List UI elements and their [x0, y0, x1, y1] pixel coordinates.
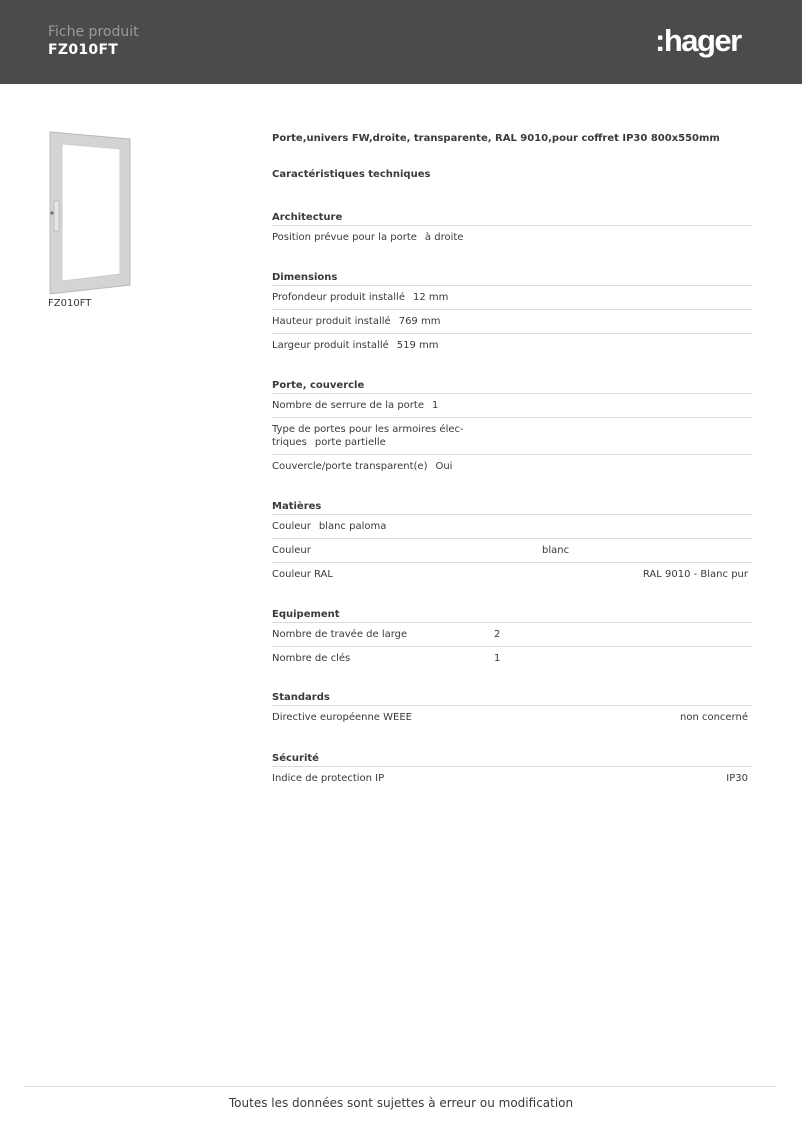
- spec-row: [272, 226, 752, 249]
- spec-label: Largeur produit installé: [272, 340, 389, 351]
- spec-label: Couleur: [272, 545, 311, 556]
- spec-label-line1: Type de portes pour les armoires élec-: [272, 424, 464, 435]
- spec-label: Couleur RAL: [272, 569, 333, 580]
- section-standards: [272, 690, 752, 729]
- spec-row: [272, 767, 752, 790]
- spec-row: [272, 310, 752, 334]
- spec-row: [272, 394, 752, 418]
- spec-value: 519 mm: [396, 340, 439, 351]
- section-security: [272, 751, 752, 790]
- spec-label: Indice de protection IP: [272, 773, 385, 784]
- product-image-caption: FZ010FT: [48, 298, 92, 309]
- section-dimensions: [272, 270, 752, 357]
- spec-row: [272, 563, 752, 586]
- section-title: Dimensions: [272, 270, 752, 286]
- header-subtitle: Fiche produit: [48, 24, 139, 40]
- spec-row: [272, 539, 752, 563]
- spec-value: à droite: [424, 232, 464, 243]
- product-title: Porte,univers FW,droite, transparente, RAL 9010,pour coffret IP30 800x550mm: [272, 133, 720, 144]
- spec-value: RAL 9010 - Blanc pur: [642, 569, 748, 580]
- spec-label-line2: triques: [272, 437, 307, 448]
- header-product-code: FZ010FT: [48, 42, 119, 58]
- section-materials: [272, 499, 752, 586]
- section-equipment: [272, 607, 752, 670]
- spec-value: 1: [431, 400, 439, 411]
- spec-label: Couleur: [272, 521, 311, 532]
- spec-value: blanc paloma: [318, 521, 387, 532]
- spec-row: [272, 455, 752, 478]
- spec-label: Directive européenne WEEE: [272, 712, 412, 723]
- spec-value: 2: [494, 629, 501, 640]
- spec-label: Profondeur produit installé: [272, 292, 405, 303]
- section-title: Porte, couvercle: [272, 378, 752, 394]
- section-title: Architecture: [272, 210, 752, 226]
- spec-label: Nombre de travée de large: [272, 629, 408, 640]
- page-header: [0, 0, 802, 84]
- spec-value: Oui: [435, 461, 453, 472]
- section-door-cover: [272, 378, 752, 478]
- footer-divider: [24, 1086, 776, 1087]
- spec-label: Nombre de clés: [272, 653, 351, 664]
- section-title: Equipement: [272, 607, 752, 623]
- section-title: Matières: [272, 499, 752, 515]
- spec-label: Couvercle/porte transparent(e): [272, 461, 428, 472]
- spec-row: [272, 334, 752, 357]
- spec-value: non concerné: [679, 712, 748, 723]
- door-panel-image: [48, 131, 132, 295]
- spec-label: Nombre de serrure de la porte: [272, 400, 424, 411]
- spec-value: blanc: [542, 545, 570, 556]
- spec-row: [272, 706, 752, 729]
- spec-row: [272, 623, 752, 647]
- section-title: Standards: [272, 690, 752, 706]
- spec-value: 12 mm: [412, 292, 449, 303]
- section-architecture: [272, 210, 752, 249]
- spec-row: [272, 515, 752, 539]
- spec-label: Hauteur produit installé: [272, 316, 391, 327]
- spec-label: Position prévue pour la porte: [272, 232, 417, 243]
- spec-value: 1: [494, 653, 501, 664]
- spec-value: IP30: [726, 773, 748, 784]
- spec-value: 769 mm: [398, 316, 441, 327]
- characteristics-heading: Caractéristiques techniques: [272, 169, 431, 180]
- spec-value: porte partielle: [314, 437, 386, 448]
- spec-row: [272, 647, 752, 670]
- hager-logo: :hager: [655, 23, 741, 58]
- spec-row: [272, 418, 752, 455]
- footer-disclaimer: Toutes les données sont sujettes à erreur ou modification: [228, 1096, 574, 1110]
- section-title: Sécurité: [272, 751, 752, 767]
- spec-row: [272, 286, 752, 310]
